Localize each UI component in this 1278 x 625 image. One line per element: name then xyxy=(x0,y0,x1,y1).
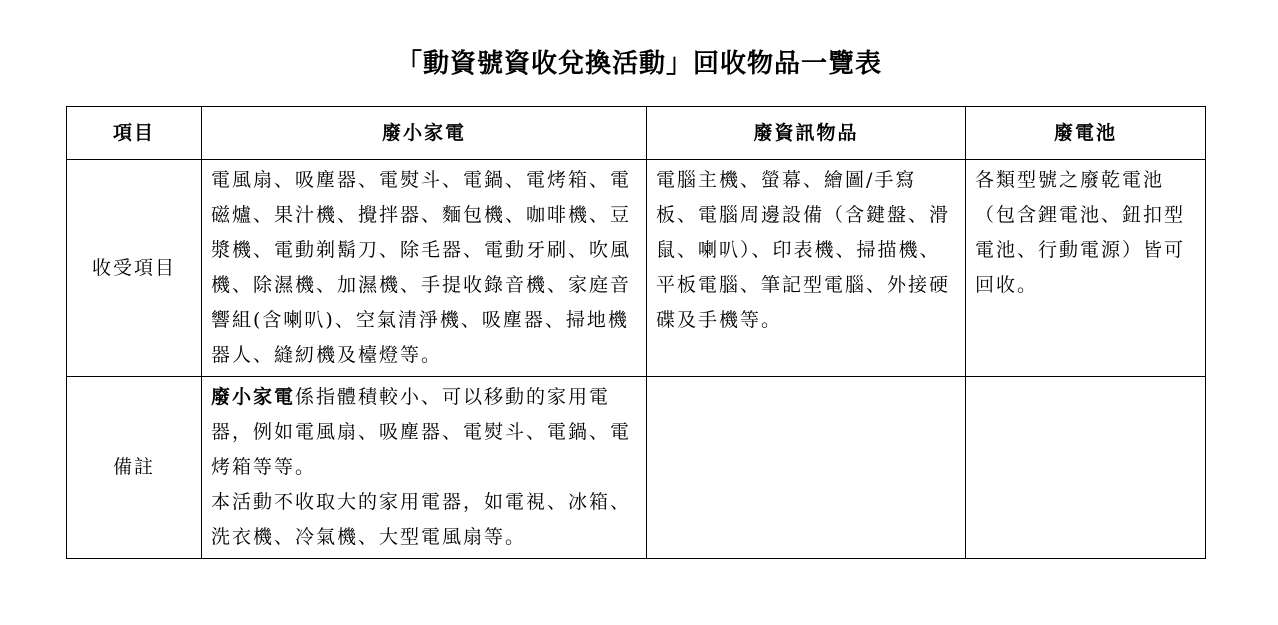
row-label-accepted: 收受項目 xyxy=(67,160,202,377)
cell-it-items-accepted: 電腦主機、螢幕、繪圖/手寫板、電腦周邊設備（含鍵盤、滑鼠、喇叭）、印表機、掃描機、平板電腦、筆記型電腦、外接硬碟及手機等。 xyxy=(647,160,966,377)
cell-small-appliances-accepted: 電風扇、吸塵器、電熨斗、電鍋、電烤箱、電磁爐、果汁機、攪拌器、麵包機、咖啡機、豆漿機、電動剃鬍刀、除毛器、電動牙刷、吹風機、除濕機、加濕機、手提收錄音機、家庭音響組(含喇叭)、空氣清淨機、吸塵器、掃地機器人、縫紉機及檯燈等。 xyxy=(202,160,647,377)
header-batteries: 廢電池 xyxy=(966,107,1206,160)
table-row-accepted-items xyxy=(67,160,1206,377)
notes-definition xyxy=(211,380,638,485)
notes-exclusion: 本活動不收取大的家用電器，如電視、冰箱、洗衣機、冷氣機、大型電風扇等。 xyxy=(211,491,632,548)
notes-term: 廢小家電 xyxy=(211,386,296,408)
header-it-items: 廢資訊物品 xyxy=(647,107,966,160)
cell-it-items-notes xyxy=(647,377,966,559)
cell-batteries-notes xyxy=(966,377,1206,559)
header-item: 項目 xyxy=(67,107,202,160)
notes-definition-text: 係指體積較小、可以移動的家用電器，例如電風扇、吸塵器、電熨斗、電鍋、電烤箱等等。 xyxy=(211,386,632,478)
cell-small-appliances-notes xyxy=(202,377,647,559)
cell-batteries-accepted: 各類型號之廢乾電池（包含鋰電池、鈕扣型電池、行動電源）皆可回收。 xyxy=(966,160,1206,377)
table-header-row xyxy=(67,107,1206,160)
recycle-items-table xyxy=(66,106,1206,559)
table-row-notes xyxy=(67,377,1206,559)
row-label-notes: 備註 xyxy=(67,377,202,559)
page-title: 「動資號資收兌換活動」回收物品一覽表 xyxy=(395,49,882,79)
header-small-appliances: 廢小家電 xyxy=(202,107,647,160)
